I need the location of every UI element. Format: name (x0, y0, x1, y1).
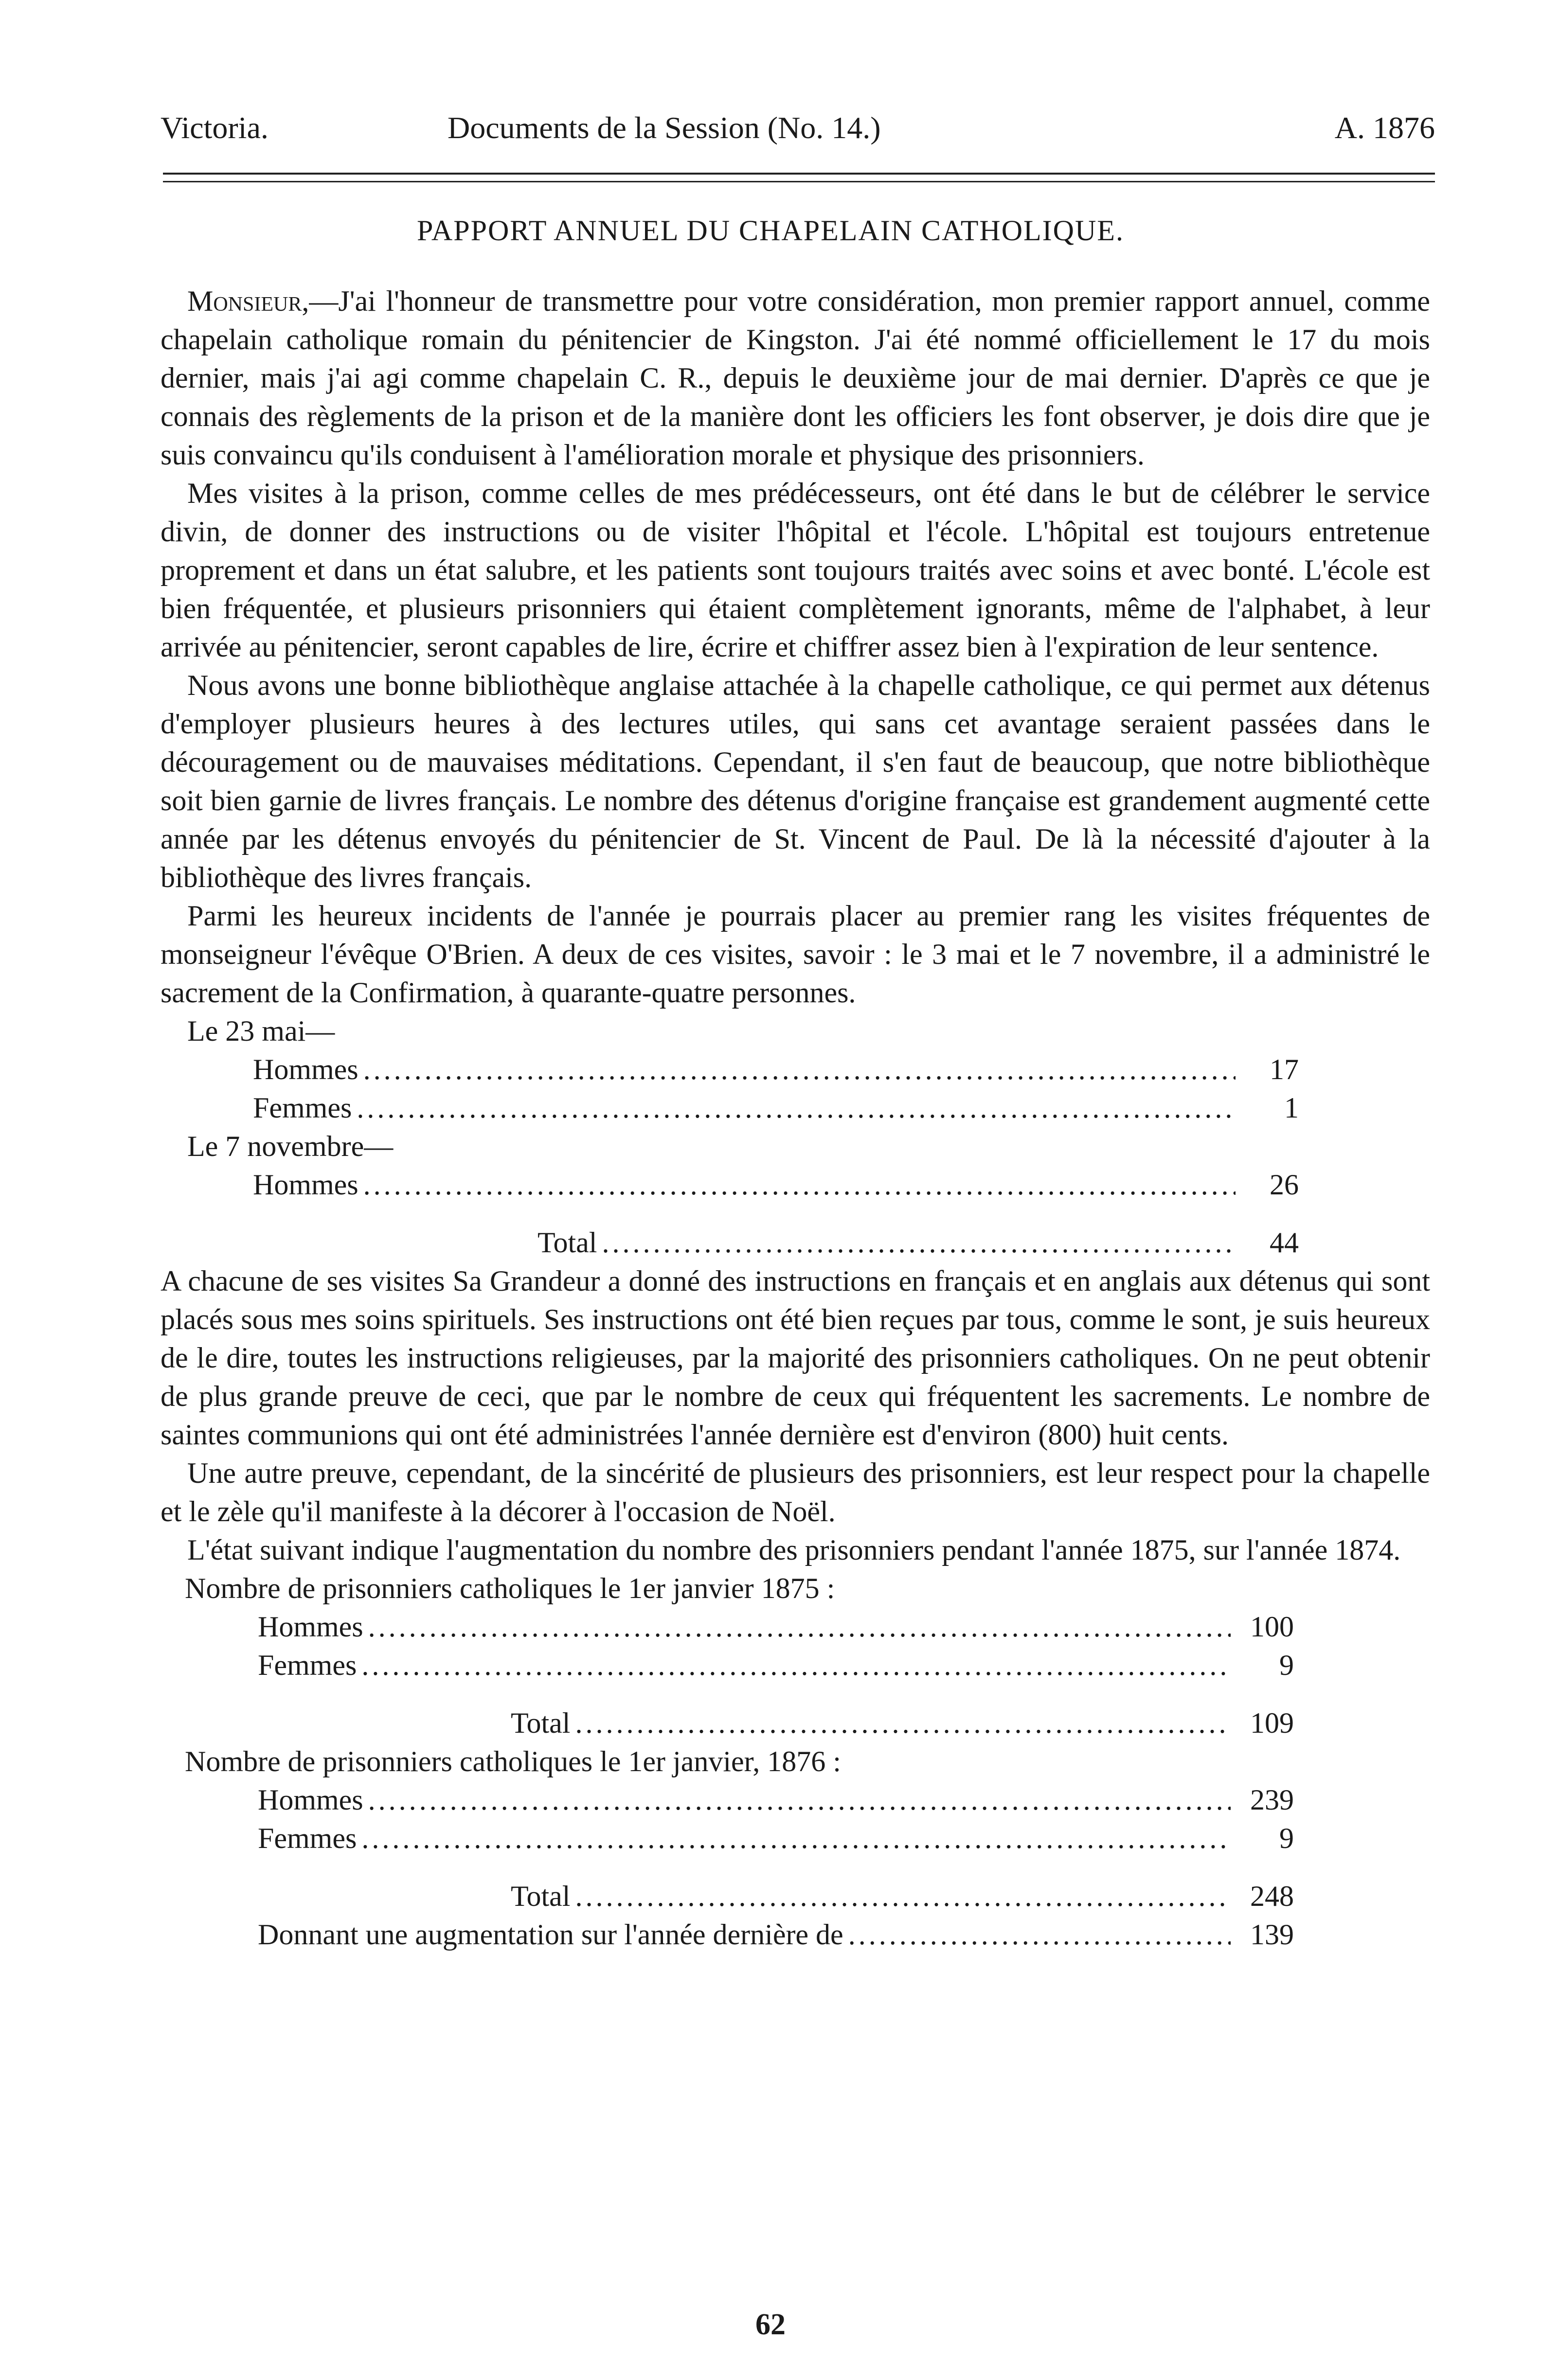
page-number: 62 (755, 2308, 786, 2341)
stats-1875-men-row (258, 1608, 1294, 1646)
stats-1875-heading: Nombre de prisonniers catholiques le 1er janvier 1875 : (185, 1572, 835, 1604)
may-men-row (253, 1050, 1299, 1089)
stats-1876-women-row (258, 1819, 1294, 1858)
header-province: Victoria. (161, 110, 269, 145)
stats-1875-men-label: Hommes (258, 1611, 363, 1643)
stats-1875 (161, 1569, 1430, 1742)
stats-1875-total-row (511, 1704, 1294, 1742)
running-header (161, 106, 1435, 150)
confirmation-total-value: 44 (1270, 1226, 1299, 1259)
paragraph-intro-text: —J'ai l'honneur de transmettre pour votre considération, mon premier rapport annuel, comme chapelain catholique romain du pénitencier de Kingston. J'ai été nommé officiellement le 17 du mois dernier, mais j'ai agi comme chapelain C. R., depuis le deuxième jour de mai dernier. D'après ce que je connais des règlements de la prison et de la manière dont les officiers les font observer, je dois dire que je suis convaincu qu'ils conduisent à l'amélioration morale et physique des prisonniers. (161, 285, 1430, 471)
confirmation-total-label: Total (538, 1226, 597, 1259)
stats-1875-total-label: Total (511, 1707, 571, 1739)
may-women-row (253, 1089, 1299, 1127)
increase-value: 139 (1250, 1918, 1294, 1951)
stats-1875-women-row (258, 1646, 1294, 1685)
may-date-label: Le 23 mai— (187, 1015, 335, 1047)
report-title: PAPPORT ANNUEL DU CHAPELAIN CATHOLIQUE. (417, 214, 1124, 247)
header-rule-bottom (163, 181, 1435, 182)
increase-label: Donnant une augmentation sur l'année dernière de (258, 1918, 843, 1951)
stats-1875-total-value: 109 (1250, 1707, 1294, 1739)
stats-1876-men-label: Hommes (258, 1784, 363, 1816)
paragraph-intro (161, 282, 1430, 474)
stats-1876-men-value: 239 (1250, 1784, 1294, 1816)
paragraph-bishop-visits: Parmi les heureux incidents de l'année je pourrais placer au premier rang les visites fréquentes de monseigneur l'évêque O'Brien. A deux de ces visites, savoir : le 3 mai et le 7 novembre, il a administré le sacrement de la Confirmation, à quarante-quatre personnes. (161, 900, 1430, 1009)
salutation: Monsieur, (187, 285, 309, 317)
paragraph-library: Nous avons une bonne bibliothèque anglaise attachée à la chapelle catholique, ce qui permet aux détenus d'employer plusieurs heures à des lectures utiles, qui sans cet avantage seraient passées dans le découragement ou de mauvaises méditations. Cependant, il s'en faut de beaucoup, que notre bibliothèque soit bien garnie de livres français. Le nombre des détenus d'origine française est grandement augmenté cette année par les détenus envoyés du pénitencier de St. Vincent de Paul. De là la nécessité d'ajouter à la bibliothèque des livres français. (161, 669, 1430, 893)
may-women-label: Femmes (253, 1092, 352, 1124)
paragraph-statement-intro: L'état suivant indique l'augmentation du nombre des prisonniers pendant l'année 1875, sur l'année 1874. (187, 1534, 1401, 1566)
stats-1876-women-value: 9 (1279, 1822, 1294, 1854)
stats-1875-men-value: 100 (1250, 1611, 1294, 1643)
increase-row (258, 1916, 1294, 1954)
header-session-docs: Documents de la Session (No. 14.) (448, 110, 881, 145)
paragraph-visits: Mes visites à la prison, comme celles de mes prédécesseurs, ont été dans le but de célébrer le service divin, de donner des instructions ou de visiter l'hôpital et l'école. L'hôpital est toujours entretenue proprement et dans un état salubre, et les patients sont toujours traités avec soins et avec bonté. L'école est bien fréquentée, et plusieurs prisonniers qui étaient complètement ignorants, même de l'alphabet, à leur arrivée au pénitencier, seront capables de lire, écrire et chiffrer assez bien à l'expiration de leur sentence. (161, 477, 1430, 663)
report-body (161, 282, 1430, 1954)
stats-1876-total-label: Total (511, 1880, 571, 1912)
may-women-value: 1 (1284, 1092, 1299, 1124)
stats-1876-men-row (258, 1781, 1294, 1819)
nov-date-label: Le 7 novembre— (187, 1130, 394, 1162)
nov-men-value: 26 (1270, 1169, 1299, 1201)
may-men-label: Hommes (253, 1053, 358, 1085)
paragraph-instructions: A chacune de ses visites Sa Grandeur a donné des instructions en français et en anglais aux détenus qui sont placés sous mes soins spirituels. Ses instructions ont été bien reçues par tous, comme le sont, je suis heureux de le dire, toutes les instructions religieuses, par la majorité des prisonniers catholiques. On ne peut obtenir de plus grande preuve de ceci, que par le nombre de ceux qui fréquentent les sacrements. Le nombre de saintes communions qui ont été administrées l'année dernière est d'environ (800) huit cents. (161, 1265, 1430, 1451)
header-rule-top (163, 173, 1435, 175)
stats-1876-total-value: 248 (1250, 1880, 1294, 1912)
stats-1876-total-row (511, 1877, 1294, 1916)
paragraph-chapel-respect: Une autre preuve, cependant, de la sincérité de plusieurs des prisonniers, est leur respect pour la chapelle et le zèle qu'il manifeste à la décorer à l'occasion de Noël. (161, 1457, 1430, 1527)
may-men-value: 17 (1270, 1053, 1299, 1085)
stats-1875-women-label: Femmes (258, 1649, 357, 1681)
stats-1875-women-value: 9 (1279, 1649, 1294, 1681)
nov-men-row (253, 1166, 1299, 1204)
confirmation-total-row (538, 1224, 1299, 1262)
header-year: A. 1876 (1334, 110, 1435, 145)
stats-1876 (161, 1742, 1430, 1954)
stats-1876-heading: Nombre de prisonniers catholiques le 1er janvier, 1876 : (185, 1745, 841, 1777)
confirmation-table (161, 1012, 1430, 1262)
nov-men-label: Hommes (253, 1169, 358, 1201)
stats-1876-women-label: Femmes (258, 1822, 357, 1854)
